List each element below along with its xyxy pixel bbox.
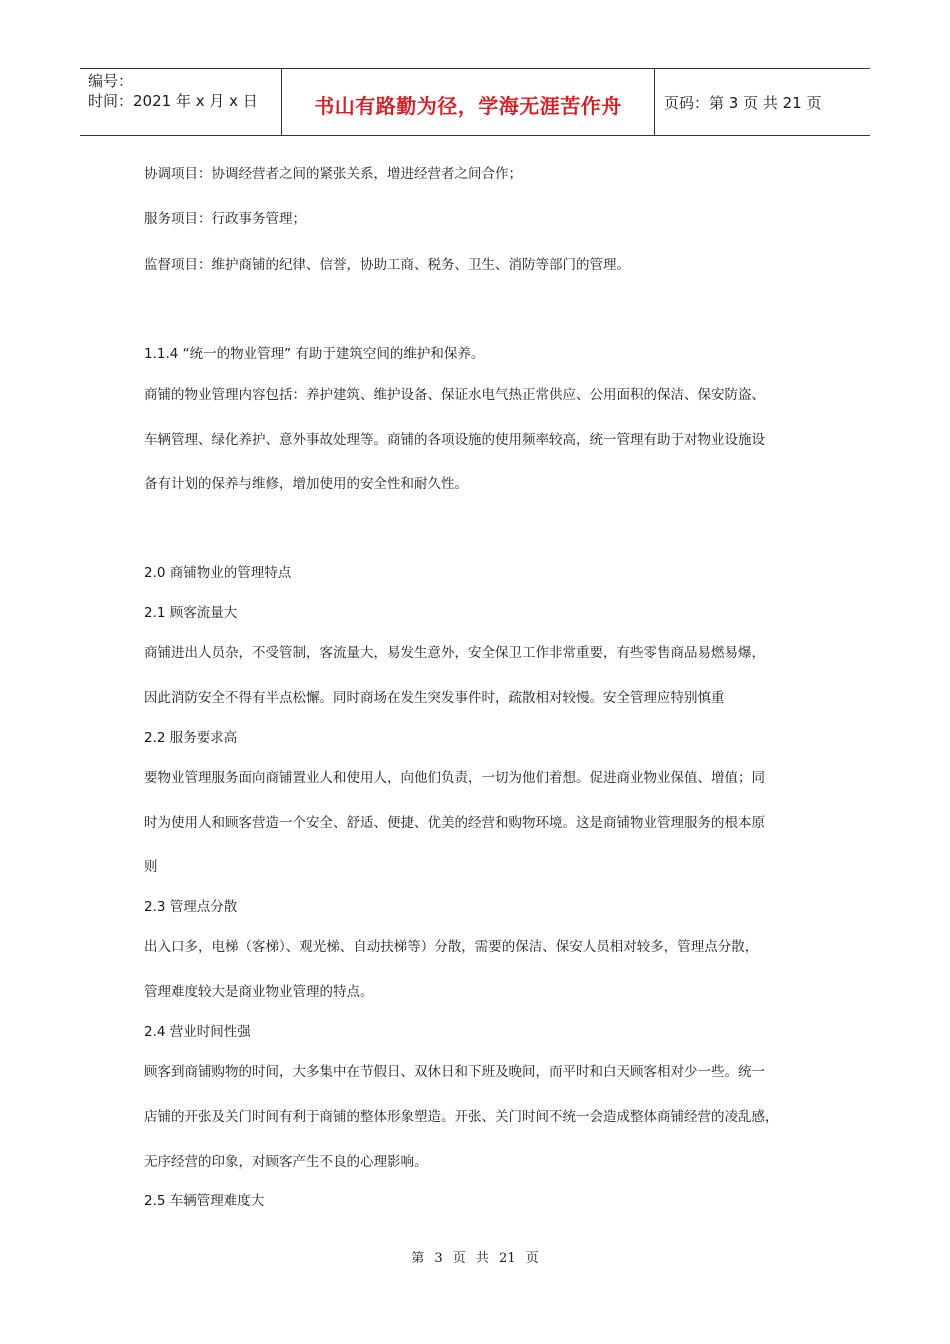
body-line: 顾客到商铺购物的时间，大多集中在节假日、双休日和下班及晚间，而平时和白天顾客相对少一些。统一 [144, 1064, 765, 1080]
body-line: 店铺的开张及关门时间有利于商铺的整体形象塑造。开张、关门时间不统一会造成整体商铺经营的凌乱感， [144, 1109, 779, 1125]
document-header [80, 68, 870, 136]
body-line: 商铺的物业管理内容包括：养护建筑、维护设备、保证水电气热正常供应、公用面积的保洁、保安防盗、 [144, 387, 765, 403]
body-line: 备有计划的保养与维修，增加使用的安全性和耐久性。 [144, 476, 468, 492]
body-line: 协调项目：协调经营者之间的紧张关系，增进经营者之间合作； [144, 166, 522, 182]
body-line: 车辆管理、绿化养护、意外事故处理等。商铺的各项设施的使用频率较高，统一管理有助于对物业设施设 [144, 432, 765, 448]
body-line: 因此消防安全不得有半点松懈。同时商场在发生突发事件时，疏散相对较慢。安全管理应特别慎重 [144, 690, 725, 706]
header-motto-cell [282, 69, 655, 135]
body-line: 要物业管理服务面向商铺置业人和使用人，向他们负责，一切为他们着想。促进商业物业保值、增值；同 [144, 770, 765, 786]
body-line: 则 [144, 859, 158, 875]
header-motto: 书山有路勤为径，学海无涯苦作舟 [314, 93, 622, 118]
body-line: 监督项目：维护商铺的纪律、信誉，协助工商、税务、卫生、消防等部门的管理。 [144, 257, 630, 273]
section-heading: 1.1.4 “统一的物业管理” 有助于建筑空间的维护和保养。 [144, 346, 485, 362]
body-line: 商铺进出人员杂，不受管制，客流量大，易发生意外，安全保卫工作非常重要，有些零售商品易燃易爆， [144, 645, 765, 661]
body-line: 管理难度较大是商业物业管理的特点。 [144, 984, 374, 1000]
section-heading: 2.2 服务要求高 [144, 730, 238, 746]
body-line: 时为使用人和顾客营造一个安全、舒适、便捷、优美的经营和购物环境。这是商铺物业管理服务的根本原 [144, 815, 765, 831]
header-meta [80, 69, 282, 135]
body-line: 出入口多，电梯（客梯）、观光梯、自动扶梯等）分散，需要的保洁、保安人员相对较多，管理点分散， [144, 939, 759, 955]
section-heading: 2.3 管理点分散 [144, 899, 238, 915]
document-number-label: 编号： [88, 72, 134, 90]
section-heading: 2.0 商铺物业的管理特点 [144, 565, 292, 581]
document-date: 时间：2021 年 x 月 x 日 [88, 92, 258, 110]
section-heading: 2.1 顾客流量大 [144, 605, 238, 621]
section-heading: 2.4 营业时间性强 [144, 1024, 251, 1040]
header-page-info: 页码：第 3 页 共 21 页 [664, 93, 822, 112]
body-line: 服务项目：行政事务管理； [144, 211, 306, 227]
section-heading: 2.5 车辆管理难度大 [144, 1193, 265, 1209]
page-footer: 第 3 页 共 21 页 [411, 1251, 539, 1266]
body-line: 无序经营的印象，对顾客产生不良的心理影响。 [144, 1154, 428, 1170]
